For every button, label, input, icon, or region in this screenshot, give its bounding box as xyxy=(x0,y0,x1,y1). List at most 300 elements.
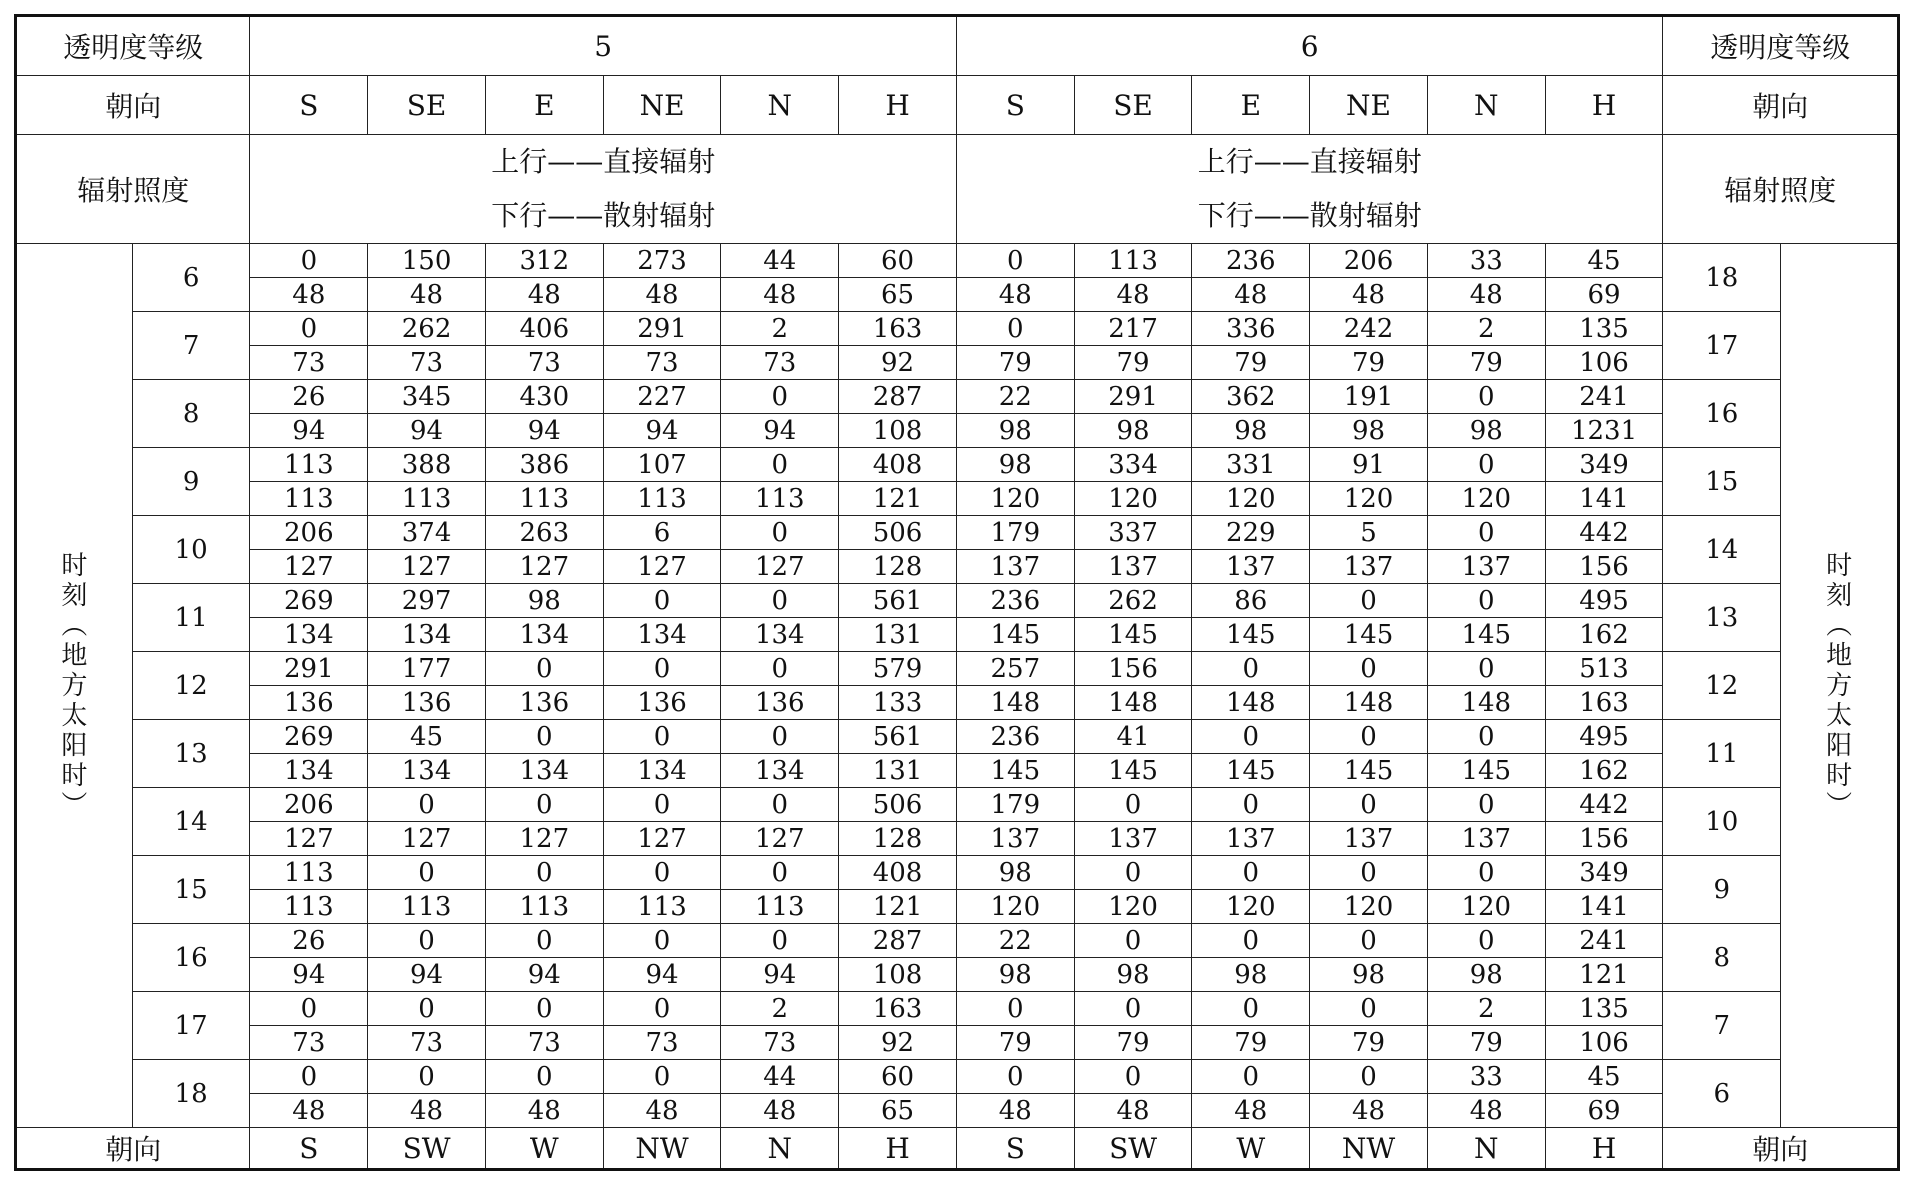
cell-g6-diffuse: 98 xyxy=(956,414,1074,448)
cell-g5-direct: 0 xyxy=(721,380,839,414)
orientation-bottom-g6-sw: SW xyxy=(1074,1128,1192,1170)
cell-g5-direct: 0 xyxy=(603,924,721,958)
cell-g5-diffuse: 94 xyxy=(603,414,721,448)
orientation-top-g6-n: N xyxy=(1427,76,1545,135)
hour-left: 12 xyxy=(132,652,250,720)
cell-g6-diffuse: 79 xyxy=(1074,1026,1192,1060)
cell-g5-direct: 6 xyxy=(603,516,721,550)
cell-g5-diffuse: 127 xyxy=(485,550,603,584)
hour-right: 12 xyxy=(1663,652,1781,720)
cell-g6-direct: 236 xyxy=(1192,244,1310,278)
table-row-diffuse xyxy=(16,754,1899,788)
cell-g5-diffuse: 113 xyxy=(485,890,603,924)
cell-g5-direct: 227 xyxy=(603,380,721,414)
cell-g6-direct: 0 xyxy=(1310,584,1428,618)
cell-g5-direct: 206 xyxy=(250,516,368,550)
cell-g5-diffuse: 113 xyxy=(721,890,839,924)
hour-right: 15 xyxy=(1663,448,1781,516)
cell-g5-direct: 0 xyxy=(721,924,839,958)
cell-g5-direct: 262 xyxy=(368,312,486,346)
time-label-char: 刻 xyxy=(1826,580,1853,611)
cell-g6-diffuse: 120 xyxy=(1074,482,1192,516)
cell-g5-diffuse: 134 xyxy=(721,754,839,788)
orientation-top-g5-se: SE xyxy=(368,76,486,135)
cell-g6-diffuse: 148 xyxy=(1310,686,1428,720)
cell-g5-diffuse: 131 xyxy=(839,754,957,788)
cell-g6-diffuse: 98 xyxy=(1310,414,1428,448)
orientation-bottom-g5-nw: NW xyxy=(603,1128,721,1170)
cell-g6-direct: 0 xyxy=(1310,1060,1428,1094)
cell-g5-diffuse: 134 xyxy=(721,618,839,652)
orientation-top-g6-se: SE xyxy=(1074,76,1192,135)
cell-g6-diffuse: 162 xyxy=(1545,754,1663,788)
cell-g5-diffuse: 113 xyxy=(603,890,721,924)
table-row-direct xyxy=(16,584,1899,618)
time-label-char: 时 xyxy=(1826,550,1853,581)
cell-g5-direct: 107 xyxy=(603,448,721,482)
cell-g6-direct: 0 xyxy=(1074,924,1192,958)
cell-g5-direct: 45 xyxy=(368,720,486,754)
cell-g5-diffuse: 136 xyxy=(250,686,368,720)
cell-g5-diffuse: 48 xyxy=(721,1094,839,1128)
cell-g6-diffuse: 106 xyxy=(1545,346,1663,380)
cell-g6-direct: 336 xyxy=(1192,312,1310,346)
cell-g5-direct: 60 xyxy=(839,1060,957,1094)
cell-g6-direct: 0 xyxy=(956,992,1074,1026)
cell-g5-diffuse: 134 xyxy=(250,618,368,652)
cell-g5-direct: 44 xyxy=(721,1060,839,1094)
cell-g5-direct: 60 xyxy=(839,244,957,278)
cell-g5-direct: 113 xyxy=(250,448,368,482)
cell-g6-direct: 91 xyxy=(1310,448,1428,482)
cell-g6-direct: 135 xyxy=(1545,992,1663,1026)
cell-g6-diffuse: 145 xyxy=(1427,754,1545,788)
cell-g5-diffuse: 94 xyxy=(250,414,368,448)
hour-left: 6 xyxy=(132,244,250,312)
cell-g6-direct: 241 xyxy=(1545,380,1663,414)
cell-g6-direct: 257 xyxy=(956,652,1074,686)
cell-g6-direct: 2 xyxy=(1427,992,1545,1026)
cell-g5-diffuse: 48 xyxy=(250,1094,368,1128)
legend-grade-5 xyxy=(250,135,956,244)
cell-g5-diffuse: 73 xyxy=(721,1026,839,1060)
cell-g5-diffuse: 127 xyxy=(250,822,368,856)
cell-g6-direct: 0 xyxy=(1310,720,1428,754)
cell-g6-diffuse: 120 xyxy=(1427,890,1545,924)
cell-g5-diffuse: 136 xyxy=(603,686,721,720)
cell-g5-direct: 177 xyxy=(368,652,486,686)
time-label-char: ︵ xyxy=(1826,610,1853,641)
cell-g5-direct: 269 xyxy=(250,720,368,754)
cell-g5-diffuse: 113 xyxy=(250,482,368,516)
cell-g6-diffuse: 120 xyxy=(956,482,1074,516)
cell-g6-diffuse: 148 xyxy=(1427,686,1545,720)
table-row-diffuse xyxy=(16,890,1899,924)
cell-g6-direct: 191 xyxy=(1310,380,1428,414)
table-row-direct xyxy=(16,788,1899,822)
cell-g5-direct: 0 xyxy=(485,720,603,754)
cell-g6-diffuse: 162 xyxy=(1545,618,1663,652)
time-label-char: 太 xyxy=(61,700,88,731)
hour-left: 14 xyxy=(132,788,250,856)
cell-g6-direct: 0 xyxy=(1427,380,1545,414)
legend-lower-row: 下行——散射辐射 xyxy=(1197,199,1422,232)
cell-g5-diffuse: 48 xyxy=(368,1094,486,1128)
cell-g5-direct: 0 xyxy=(603,720,721,754)
cell-g6-direct: 0 xyxy=(1192,992,1310,1026)
cell-g6-direct: 291 xyxy=(1074,380,1192,414)
cell-g5-diffuse: 131 xyxy=(839,618,957,652)
time-label-char: 刻 xyxy=(61,580,88,611)
time-label-char: 时 xyxy=(1826,760,1853,791)
table-row-direct xyxy=(16,652,1899,686)
cell-g6-direct: 45 xyxy=(1545,1060,1663,1094)
cell-g5-direct: 0 xyxy=(721,516,839,550)
time-label-char: 太 xyxy=(1826,700,1853,731)
cell-g5-diffuse: 48 xyxy=(721,278,839,312)
cell-g6-direct: 0 xyxy=(1427,924,1545,958)
orientation-bottom-g5-n: N xyxy=(721,1128,839,1170)
cell-g5-direct: 287 xyxy=(839,924,957,958)
cell-g5-direct: 26 xyxy=(250,924,368,958)
cell-g6-diffuse: 48 xyxy=(1427,278,1545,312)
hour-left: 10 xyxy=(132,516,250,584)
cell-g6-diffuse: 137 xyxy=(1310,822,1428,856)
cell-g5-diffuse: 113 xyxy=(721,482,839,516)
cell-g6-diffuse: 79 xyxy=(1427,1026,1545,1060)
cell-g5-diffuse: 94 xyxy=(368,958,486,992)
cell-g5-diffuse: 133 xyxy=(839,686,957,720)
cell-g5-diffuse: 121 xyxy=(839,890,957,924)
cell-g5-diffuse: 121 xyxy=(839,482,957,516)
cell-g5-diffuse: 127 xyxy=(721,822,839,856)
cell-g5-diffuse: 134 xyxy=(485,618,603,652)
cell-g6-direct: 2 xyxy=(1427,312,1545,346)
hour-right: 8 xyxy=(1663,924,1781,992)
cell-g5-diffuse: 94 xyxy=(603,958,721,992)
table-row-diffuse xyxy=(16,618,1899,652)
cell-g5-direct: 297 xyxy=(368,584,486,618)
cell-g5-direct: 0 xyxy=(603,788,721,822)
legend-grade-6 xyxy=(956,135,1662,244)
cell-g6-diffuse: 48 xyxy=(1192,278,1310,312)
cell-g6-diffuse: 98 xyxy=(1074,958,1192,992)
cell-g6-diffuse: 69 xyxy=(1545,278,1663,312)
orientation-footer-label-left: 朝向 xyxy=(16,1128,250,1170)
cell-g5-diffuse: 128 xyxy=(839,550,957,584)
cell-g6-diffuse: 79 xyxy=(956,1026,1074,1060)
cell-g5-direct: 0 xyxy=(603,992,721,1026)
cell-g6-direct: 22 xyxy=(956,924,1074,958)
table-row-diffuse xyxy=(16,686,1899,720)
cell-g6-diffuse: 120 xyxy=(1427,482,1545,516)
cell-g5-diffuse: 73 xyxy=(485,346,603,380)
cell-g5-diffuse: 73 xyxy=(603,1026,721,1060)
cell-g5-diffuse: 94 xyxy=(250,958,368,992)
cell-g6-diffuse: 148 xyxy=(956,686,1074,720)
orientation-top-g6-h: H xyxy=(1545,76,1663,135)
cell-g6-diffuse: 120 xyxy=(1192,890,1310,924)
cell-g6-diffuse: 48 xyxy=(1074,1094,1192,1128)
time-label-char: ︶ xyxy=(1826,790,1853,821)
grade-label-left: 透明度等级 xyxy=(16,16,250,76)
cell-g5-diffuse: 134 xyxy=(250,754,368,788)
cell-g5-diffuse: 65 xyxy=(839,278,957,312)
cell-g6-direct: 179 xyxy=(956,788,1074,822)
cell-g6-diffuse: 148 xyxy=(1074,686,1192,720)
cell-g5-diffuse: 134 xyxy=(603,754,721,788)
cell-g6-direct: 229 xyxy=(1192,516,1310,550)
orientation-top-g5-ne: NE xyxy=(603,76,721,135)
cell-g6-direct: 0 xyxy=(1427,584,1545,618)
orientation-footer-label-right: 朝向 xyxy=(1663,1128,1899,1170)
cell-g6-diffuse: 145 xyxy=(1192,754,1310,788)
hour-right: 6 xyxy=(1663,1060,1781,1128)
cell-g6-diffuse: 48 xyxy=(1427,1094,1545,1128)
cell-g6-direct: 98 xyxy=(956,448,1074,482)
cell-g6-direct: 0 xyxy=(1192,924,1310,958)
cell-g5-direct: 0 xyxy=(721,856,839,890)
cell-g6-direct: 217 xyxy=(1074,312,1192,346)
cell-g6-direct: 442 xyxy=(1545,788,1663,822)
cell-g6-direct: 349 xyxy=(1545,856,1663,890)
time-label-char: 方 xyxy=(61,670,88,701)
cell-g6-diffuse: 48 xyxy=(1074,278,1192,312)
cell-g5-direct: 150 xyxy=(368,244,486,278)
time-label-char: 时 xyxy=(61,550,88,581)
cell-g6-direct: 349 xyxy=(1545,448,1663,482)
table-row-direct xyxy=(16,244,1899,278)
cell-g5-diffuse: 48 xyxy=(485,1094,603,1128)
cell-g5-direct: 0 xyxy=(603,652,721,686)
cell-g5-diffuse: 92 xyxy=(839,1026,957,1060)
orientation-bottom-g5-sw: SW xyxy=(368,1128,486,1170)
cell-g6-diffuse: 156 xyxy=(1545,550,1663,584)
cell-g6-diffuse: 145 xyxy=(1074,754,1192,788)
cell-g5-diffuse: 134 xyxy=(368,754,486,788)
cell-g6-diffuse: 120 xyxy=(1310,890,1428,924)
cell-g5-direct: 374 xyxy=(368,516,486,550)
cell-g6-direct: 0 xyxy=(1427,652,1545,686)
grade-5-header: 5 xyxy=(250,16,956,76)
hour-left: 15 xyxy=(132,856,250,924)
cell-g6-direct: 33 xyxy=(1427,244,1545,278)
cell-g5-direct: 287 xyxy=(839,380,957,414)
cell-g6-diffuse: 137 xyxy=(1310,550,1428,584)
orientation-top-g5-e: E xyxy=(485,76,603,135)
cell-g6-diffuse: 137 xyxy=(1427,550,1545,584)
cell-g6-diffuse: 79 xyxy=(1192,1026,1310,1060)
cell-g6-direct: 236 xyxy=(956,584,1074,618)
cell-g6-diffuse: 48 xyxy=(1310,278,1428,312)
cell-g6-diffuse: 79 xyxy=(1310,346,1428,380)
cell-g5-diffuse: 48 xyxy=(250,278,368,312)
cell-g5-diffuse: 94 xyxy=(485,958,603,992)
cell-g6-diffuse: 48 xyxy=(956,278,1074,312)
cell-g6-diffuse: 121 xyxy=(1545,958,1663,992)
cell-g5-direct: 0 xyxy=(250,312,368,346)
cell-g5-diffuse: 136 xyxy=(485,686,603,720)
hour-right: 18 xyxy=(1663,244,1781,312)
cell-g5-direct: 0 xyxy=(485,924,603,958)
cell-g6-diffuse: 98 xyxy=(1310,958,1428,992)
cell-g5-direct: 0 xyxy=(250,244,368,278)
cell-g5-diffuse: 113 xyxy=(368,482,486,516)
cell-g5-diffuse: 127 xyxy=(721,550,839,584)
cell-g5-diffuse: 108 xyxy=(839,958,957,992)
orientation-top-g5-s: S xyxy=(250,76,368,135)
irradiance-header-row xyxy=(16,135,1899,244)
cell-g5-diffuse: 127 xyxy=(485,822,603,856)
hour-right: 14 xyxy=(1663,516,1781,584)
cell-g5-direct: 561 xyxy=(839,720,957,754)
hour-left: 16 xyxy=(132,924,250,992)
cell-g6-diffuse: 48 xyxy=(1192,1094,1310,1128)
cell-g5-diffuse: 127 xyxy=(603,822,721,856)
cell-g5-direct: 291 xyxy=(250,652,368,686)
cell-g5-direct: 269 xyxy=(250,584,368,618)
time-label-char: 方 xyxy=(1826,670,1853,701)
hour-left: 11 xyxy=(132,584,250,652)
orientation-bottom-g5-w: W xyxy=(485,1128,603,1170)
orientation-top-g5-n: N xyxy=(721,76,839,135)
cell-g5-direct: 0 xyxy=(485,856,603,890)
cell-g6-diffuse: 141 xyxy=(1545,482,1663,516)
cell-g5-direct: 163 xyxy=(839,312,957,346)
hour-left: 7 xyxy=(132,312,250,380)
cell-g6-direct: 0 xyxy=(1074,856,1192,890)
hour-left: 8 xyxy=(132,380,250,448)
orientation-label-left: 朝向 xyxy=(16,76,250,135)
table-row-direct xyxy=(16,924,1899,958)
cell-g6-diffuse: 137 xyxy=(1074,822,1192,856)
cell-g6-diffuse: 98 xyxy=(1427,958,1545,992)
cell-g6-direct: 337 xyxy=(1074,516,1192,550)
cell-g6-direct: 362 xyxy=(1192,380,1310,414)
cell-g6-diffuse: 48 xyxy=(956,1094,1074,1128)
hour-right: 17 xyxy=(1663,312,1781,380)
table-row-direct xyxy=(16,312,1899,346)
cell-g6-diffuse: 120 xyxy=(956,890,1074,924)
cell-g5-diffuse: 73 xyxy=(250,346,368,380)
cell-g5-direct: 0 xyxy=(721,788,839,822)
cell-g5-diffuse: 127 xyxy=(368,822,486,856)
cell-g6-diffuse: 98 xyxy=(1192,414,1310,448)
cell-g6-diffuse: 98 xyxy=(1074,414,1192,448)
cell-g5-direct: 113 xyxy=(250,856,368,890)
cell-g5-direct: 0 xyxy=(485,1060,603,1094)
cell-g5-direct: 408 xyxy=(839,856,957,890)
cell-g5-direct: 506 xyxy=(839,788,957,822)
cell-g6-direct: 513 xyxy=(1545,652,1663,686)
orientation-top-g6-s: S xyxy=(956,76,1074,135)
cell-g6-direct: 0 xyxy=(1192,1060,1310,1094)
cell-g6-diffuse: 145 xyxy=(1192,618,1310,652)
hour-right: 11 xyxy=(1663,720,1781,788)
time-label-char: 阳 xyxy=(1826,730,1853,761)
cell-g6-diffuse: 79 xyxy=(1192,346,1310,380)
cell-g5-diffuse: 127 xyxy=(368,550,486,584)
cell-g6-direct: 0 xyxy=(1074,992,1192,1026)
cell-g6-diffuse: 141 xyxy=(1545,890,1663,924)
cell-g5-diffuse: 73 xyxy=(368,346,486,380)
cell-g6-direct: 0 xyxy=(1192,856,1310,890)
hour-right: 7 xyxy=(1663,992,1781,1060)
cell-g6-diffuse: 79 xyxy=(1427,346,1545,380)
time-label-char: 地 xyxy=(1826,640,1853,671)
cell-g6-direct: 41 xyxy=(1074,720,1192,754)
cell-g5-diffuse: 73 xyxy=(368,1026,486,1060)
cell-g6-diffuse: 137 xyxy=(1192,550,1310,584)
cell-g5-diffuse: 113 xyxy=(368,890,486,924)
cell-g6-direct: 206 xyxy=(1310,244,1428,278)
cell-g5-diffuse: 113 xyxy=(603,482,721,516)
cell-g6-diffuse: 120 xyxy=(1192,482,1310,516)
cell-g5-direct: 0 xyxy=(368,924,486,958)
cell-g5-direct: 0 xyxy=(368,992,486,1026)
time-label-char: 阳 xyxy=(61,730,88,761)
time-label-left xyxy=(16,244,133,1128)
cell-g5-direct: 388 xyxy=(368,448,486,482)
cell-g5-diffuse: 48 xyxy=(603,278,721,312)
table-row-direct xyxy=(16,1060,1899,1094)
orientation-bottom-g6-s: S xyxy=(956,1128,1074,1170)
cell-g6-diffuse: 137 xyxy=(956,550,1074,584)
cell-g5-direct: 312 xyxy=(485,244,603,278)
cell-g5-diffuse: 48 xyxy=(368,278,486,312)
cell-g5-diffuse: 127 xyxy=(250,550,368,584)
irradiance-label-left: 辐射照度 xyxy=(16,135,250,244)
cell-g5-direct: 26 xyxy=(250,380,368,414)
orientation-bottom-g6-w: W xyxy=(1192,1128,1310,1170)
cell-g6-diffuse: 137 xyxy=(1192,822,1310,856)
cell-g5-diffuse: 94 xyxy=(721,414,839,448)
hour-right: 13 xyxy=(1663,584,1781,652)
orientation-bottom-g5-h: H xyxy=(839,1128,957,1170)
cell-g6-direct: 0 xyxy=(1310,652,1428,686)
cell-g5-direct: 0 xyxy=(721,720,839,754)
cell-g5-direct: 506 xyxy=(839,516,957,550)
cell-g6-direct: 98 xyxy=(956,856,1074,890)
cell-g5-direct: 0 xyxy=(603,1060,721,1094)
cell-g5-diffuse: 73 xyxy=(485,1026,603,1060)
cell-g5-direct: 0 xyxy=(721,652,839,686)
time-label-char: ︵ xyxy=(61,610,88,641)
cell-g6-direct: 495 xyxy=(1545,720,1663,754)
cell-g6-direct: 242 xyxy=(1310,312,1428,346)
table-row-direct xyxy=(16,380,1899,414)
cell-g6-diffuse: 1231 xyxy=(1545,414,1663,448)
cell-g5-direct: 2 xyxy=(721,992,839,1026)
table-row-direct xyxy=(16,448,1899,482)
cell-g6-direct: 0 xyxy=(956,312,1074,346)
cell-g5-diffuse: 94 xyxy=(368,414,486,448)
cell-g5-diffuse: 134 xyxy=(485,754,603,788)
cell-g5-direct: 0 xyxy=(721,584,839,618)
cell-g6-diffuse: 106 xyxy=(1545,1026,1663,1060)
table-row-direct xyxy=(16,720,1899,754)
cell-g6-direct: 22 xyxy=(956,380,1074,414)
cell-g5-diffuse: 134 xyxy=(603,618,721,652)
cell-g5-direct: 0 xyxy=(368,856,486,890)
cell-g6-direct: 156 xyxy=(1074,652,1192,686)
orientation-bottom-g6-nw: NW xyxy=(1310,1128,1428,1170)
cell-g6-direct: 0 xyxy=(1427,516,1545,550)
hour-left: 9 xyxy=(132,448,250,516)
cell-g5-direct: 406 xyxy=(485,312,603,346)
table-row-diffuse xyxy=(16,958,1899,992)
cell-g5-direct: 0 xyxy=(721,448,839,482)
